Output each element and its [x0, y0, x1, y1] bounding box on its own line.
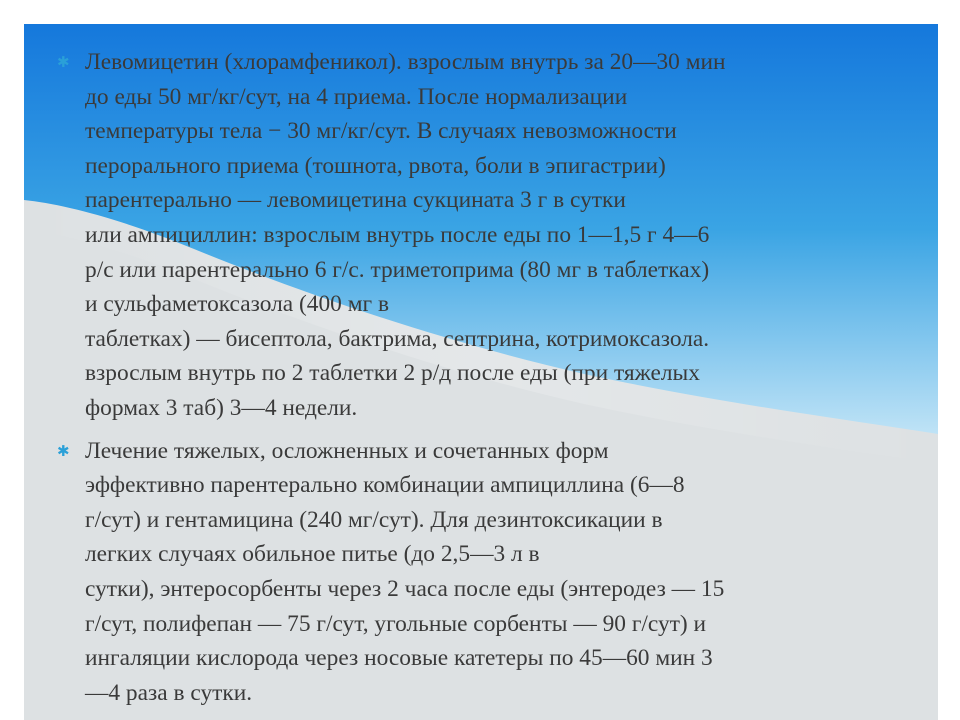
- bullet-item: [57, 45, 917, 426]
- slide-content: [57, 45, 917, 718]
- text-line: Левомицетин (хлорамфеникол). взрослым внутрь за 20—30 мин: [85, 49, 726, 75]
- bullet-item: [57, 434, 917, 711]
- text-line: Лечение тяжелых, осложненных и сочетанных форм: [85, 437, 609, 464]
- text-line: формах 3 таб) 3—4 недели.: [85, 394, 358, 421]
- text-line: г/сут, полифепан — 75 г/сут, угольные сорбенты — 90 г/сут) и: [85, 610, 707, 637]
- text-line: таблетках) — бисептола, бактрима, септрина, котримоксазола.: [85, 325, 710, 352]
- text-line: парентерально — левомицетина сукцината 3 г в сутки: [85, 187, 626, 214]
- text-line: сутки), энтеросорбенты через 2 часа после еды (энтеродез — 15: [85, 575, 725, 602]
- text-line: или ампициллин: взрослым внутрь после еды по 1—1,5 г 4—6: [85, 221, 710, 248]
- text-line: перорального приема (тошнота, рвота, боли в эпигастрии): [85, 152, 666, 179]
- text-line: легких случаях обильное питье (до 2,5—3 л в: [85, 541, 540, 568]
- text-line: р/с или парентерально 6 г/с. триметоприма (80 мг в таблетках): [85, 256, 710, 283]
- text-line: —4 раза в сутки.: [85, 679, 253, 706]
- text-line: г/сут) и гентамицина (240 мг/сут). Для дезинтоксикации в: [85, 506, 663, 533]
- text-line: взрослым внутрь по 2 таблетки 2 р/д после еды (при тяжелых: [85, 360, 700, 387]
- asterisk-bullet-icon: ✱: [57, 53, 70, 71]
- asterisk-bullet-icon: ✱: [57, 441, 70, 460]
- bullet-text: [85, 434, 917, 711]
- text-line: ингаляции кислорода через носовые катетеры по 45—60 мин 3: [85, 645, 713, 672]
- bullet-text: [85, 45, 917, 426]
- text-line: температуры тела − 30 мг/кг/сут. В случаях невозможности: [85, 118, 677, 145]
- text-line: эффективно парентерально комбинации ампициллина (6—8: [85, 472, 685, 499]
- text-line: и сульфаметоксазола (400 мг в: [85, 291, 390, 318]
- slide: [24, 24, 938, 720]
- text-line: до еды 50 мг/кг/сут, на 4 приема. После нормализации: [85, 83, 628, 110]
